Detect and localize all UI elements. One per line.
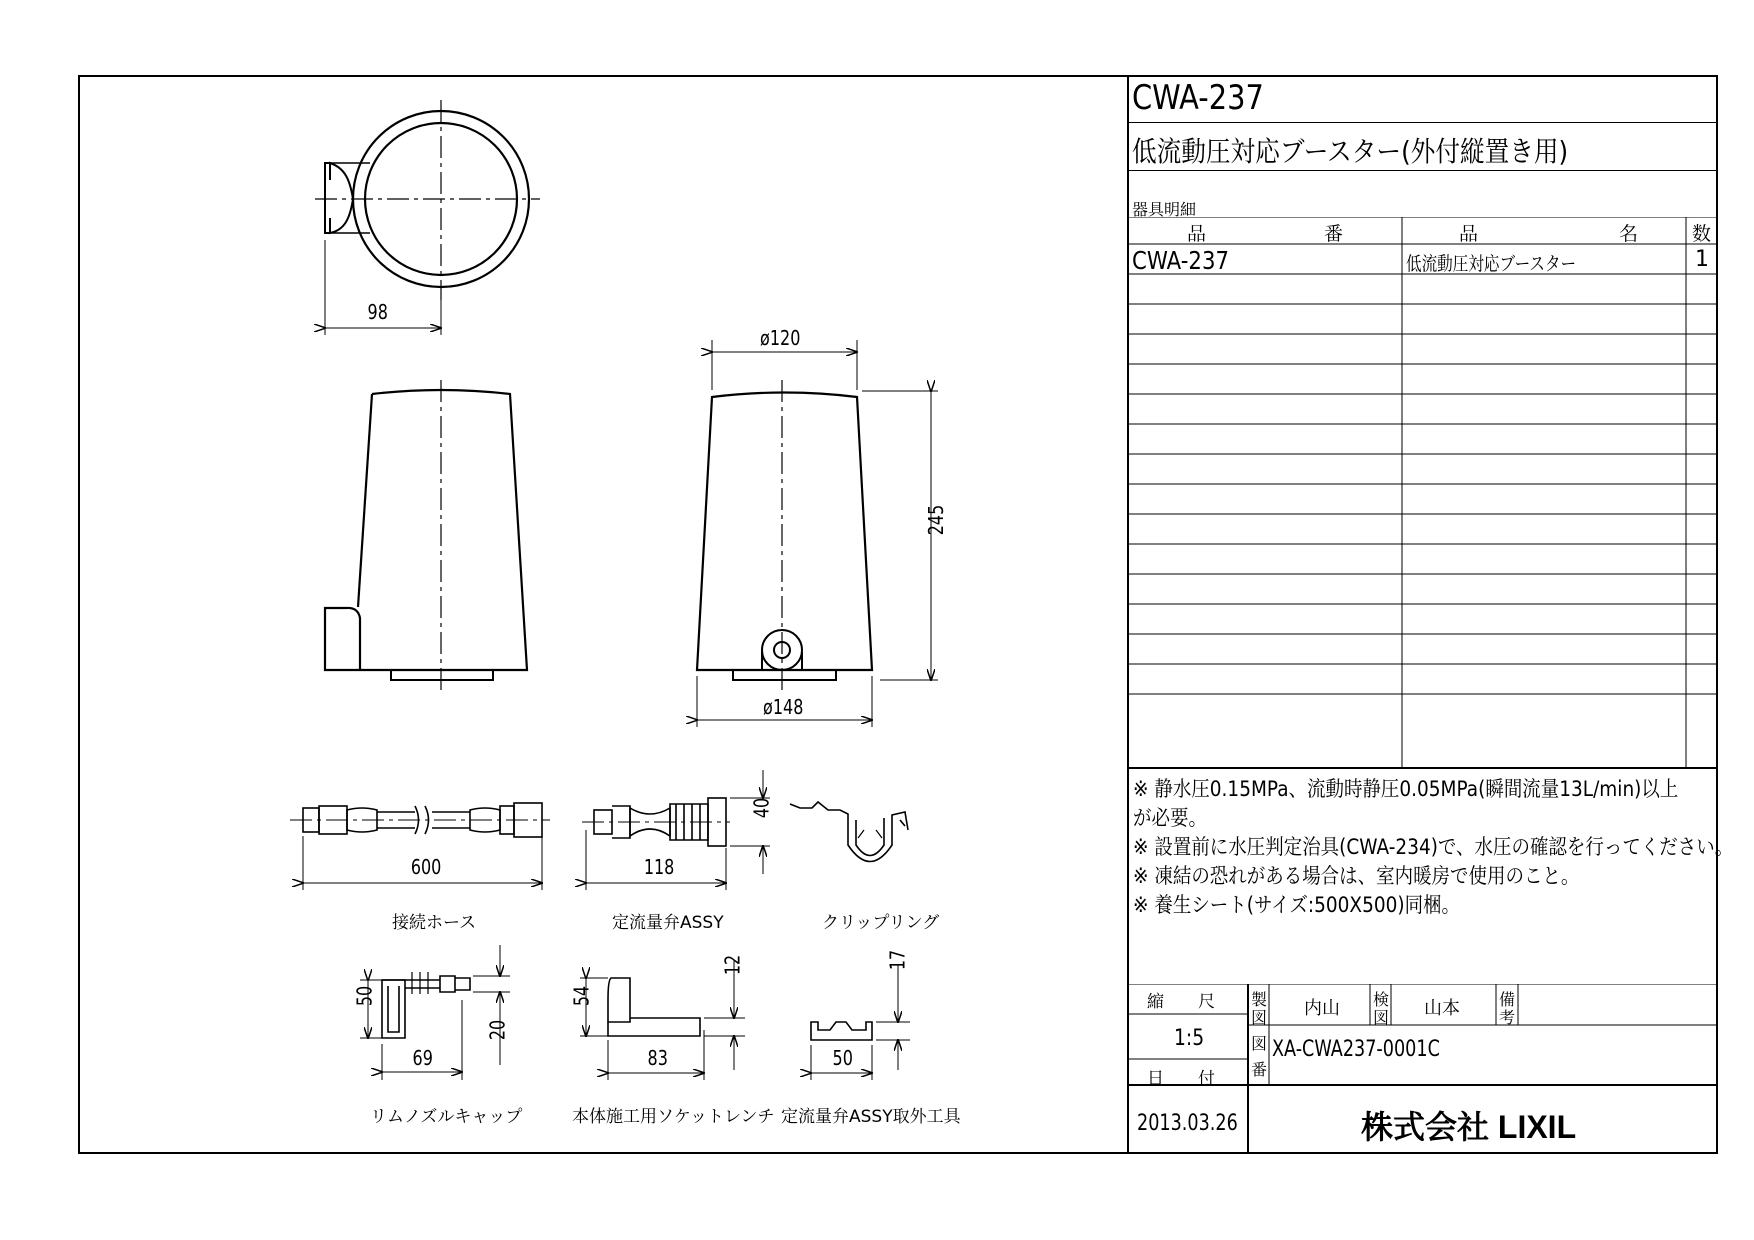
cap-drawing: [360, 945, 510, 1080]
valve-drawing: [582, 770, 770, 890]
row-qty: 1: [1695, 247, 1709, 272]
dim-tool-height: 17: [885, 949, 910, 971]
header-part-no-1: 品: [1187, 223, 1207, 245]
drawing-number: XA-CWA237-0001C: [1272, 1037, 1440, 1062]
note-3: ※ 凍結の恐れがある場合は、室内暖房で使用のこと。: [1133, 864, 1580, 888]
dim-tool-width: 50: [832, 1046, 853, 1070]
checker-label-1: 検: [1373, 990, 1390, 1009]
label-valve: 定流量弁ASSY: [612, 913, 724, 933]
dim-valve-height: 40: [749, 797, 774, 819]
dim-wrench-height: 54: [569, 985, 594, 1007]
label-wrench: 本体施工用ソケットレンチ: [572, 1107, 775, 1127]
checker-label-2: 図: [1373, 1008, 1390, 1027]
header-part-name-2: 名: [1619, 223, 1639, 245]
side-view: [325, 380, 527, 690]
row-part-no: CWA-237: [1132, 246, 1229, 275]
dim-cap-height: 50: [352, 985, 377, 1007]
top-view: [315, 100, 540, 335]
dim-top-width: 98: [367, 300, 388, 324]
remarks-label-2: 考: [1499, 1008, 1516, 1027]
scale-label: 縮 尺: [1147, 992, 1215, 1012]
label-tool: 定流量弁ASSY取外工具: [781, 1107, 961, 1127]
drafter-name: 内山: [1304, 998, 1340, 1019]
product-name: 低流動圧対応ブースター(外付縦置き用): [1132, 135, 1569, 168]
remarks-label-1: 備: [1499, 990, 1516, 1009]
dim-valve-length: 118: [643, 855, 675, 879]
header-qty: 数: [1692, 223, 1712, 245]
parts-table-rows: [1129, 244, 1720, 764]
dim-height: 245: [924, 504, 949, 536]
parts-list-label: 器具明細: [1132, 200, 1197, 219]
tool-drawing: [811, 965, 910, 1080]
clip-drawing: [790, 802, 908, 862]
label-clip: クリップリング: [822, 913, 940, 933]
front-view: [697, 340, 938, 727]
dim-cap-depth: 20: [485, 1019, 510, 1041]
scale-value: 1:5: [1174, 1026, 1205, 1051]
dim-wrench-width: 83: [647, 1046, 668, 1070]
dim-wrench-depth: 12: [720, 954, 745, 976]
note-1: ※ 静水圧0.15MPa、流動時静圧0.05MPa(瞬間流量13L/min)以上: [1133, 777, 1679, 801]
title-block: [1127, 75, 1734, 1154]
note-1b: が必要。: [1133, 806, 1207, 830]
dim-bottom-diameter: ø148: [763, 695, 804, 719]
dim-top-diameter: ø120: [760, 326, 801, 350]
drawing-no-label-1: 図: [1251, 1034, 1268, 1053]
drawing-no-label-2: 番: [1251, 1060, 1268, 1079]
drafter-label-2: 図: [1251, 1008, 1268, 1027]
company-name: 株式会社 LIXIL: [1361, 1109, 1577, 1145]
date-value: 2013.03.26: [1137, 1111, 1238, 1136]
label-cap: リムノズルキャップ: [370, 1107, 523, 1127]
note-2: ※ 設置前に水圧判定治具(CWA-234)で、水圧の確認を行ってください。: [1133, 835, 1734, 859]
drafter-label-1: 製: [1251, 990, 1268, 1009]
checker-name: 山本: [1424, 998, 1460, 1019]
dim-cap-width: 69: [412, 1046, 433, 1070]
model-number: CWA-237: [1132, 78, 1264, 118]
header-part-name-1: 品: [1459, 223, 1479, 245]
date-label: 日 付: [1147, 1069, 1215, 1089]
dim-hose-length: 600: [410, 855, 442, 879]
row-part-name: 低流動圧対応ブースター: [1406, 253, 1577, 275]
label-hose: 接続ホース: [392, 913, 477, 933]
header-part-no-2: 番: [1324, 223, 1344, 245]
note-4: ※ 養生シート(サイズ:500X500)同梱。: [1133, 893, 1461, 917]
